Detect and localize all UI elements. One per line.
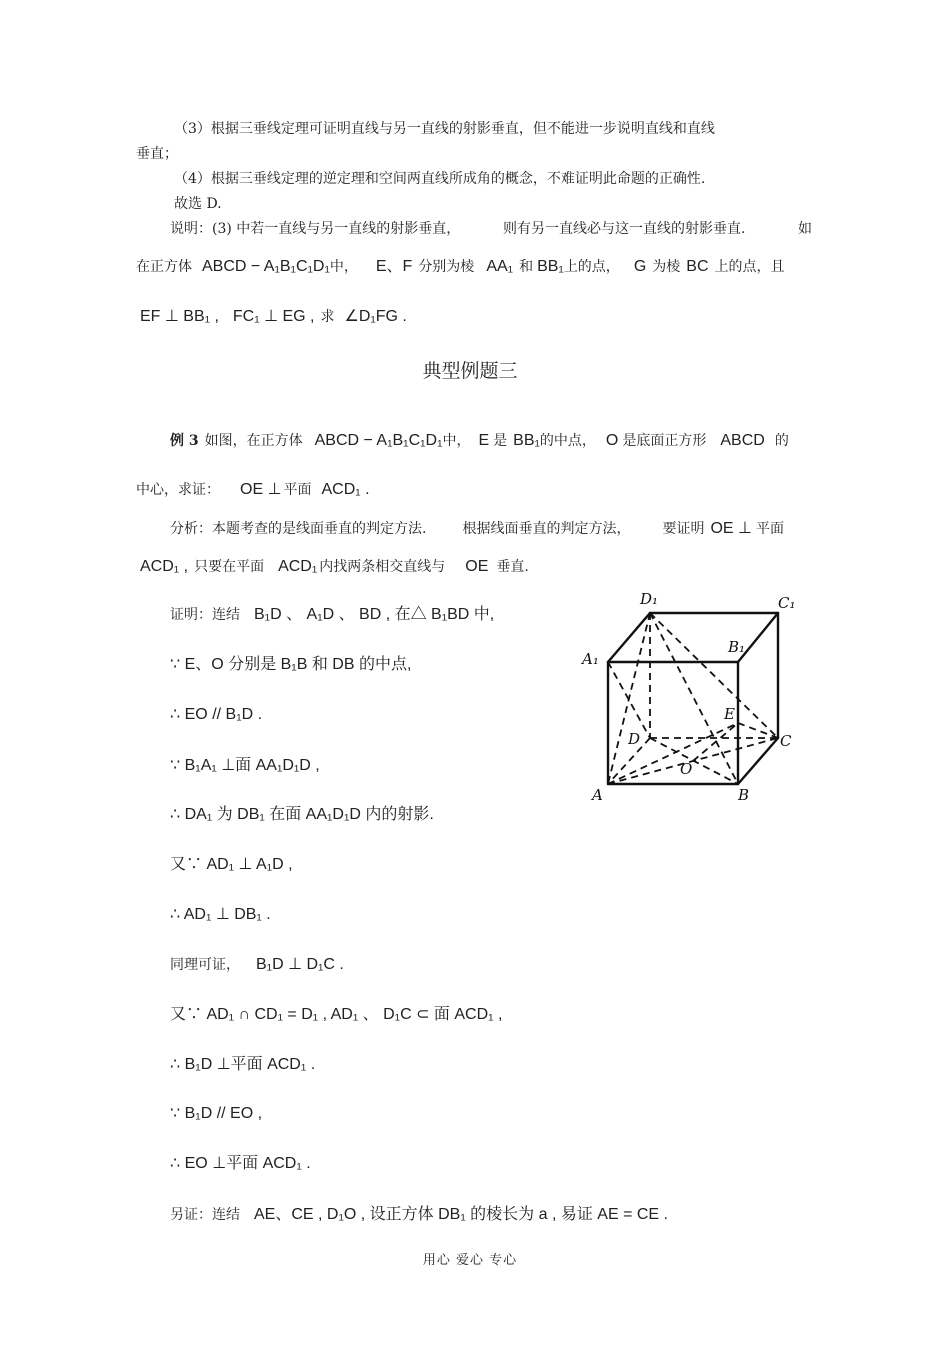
math: ∴ B₁D ⊥平面 ACD₁ . bbox=[170, 1056, 316, 1073]
text-line: 故选 D. bbox=[174, 196, 222, 212]
math: O bbox=[605, 432, 619, 449]
line-ec bbox=[738, 723, 778, 738]
math: ∵ B₁D // EO , bbox=[170, 1105, 263, 1122]
edge-cb bbox=[738, 738, 778, 784]
text: 上的点，且 bbox=[714, 259, 785, 275]
math: B₁D ⊥ D₁C . bbox=[256, 956, 344, 973]
label-a: A bbox=[592, 786, 603, 804]
label-d1: D₁ bbox=[640, 590, 659, 608]
proof-line bbox=[170, 856, 293, 874]
text: 同理可证， bbox=[170, 957, 240, 973]
text: 中心，求证： bbox=[136, 482, 220, 498]
text: 垂直. bbox=[496, 559, 529, 575]
text: 另证：连结 bbox=[170, 1207, 240, 1223]
text-line: 则有另一直线必与这一直线的射影垂直. bbox=[503, 221, 746, 237]
label-d: D bbox=[628, 730, 641, 748]
label-c1: C₁ bbox=[778, 594, 796, 612]
math: ∴ AD₁ ⊥ DB₁ . bbox=[170, 906, 271, 923]
math: 又∵ AD₁ ∩ CD₁ = D₁ , AD₁ 、 D₁C ⊂ 面 ACD₁ , bbox=[170, 1006, 503, 1023]
math: ∴ EO ⊥平面 ACD₁ . bbox=[170, 1155, 311, 1172]
math: BB₁ bbox=[513, 432, 540, 449]
section-title: 典型例题三 bbox=[422, 360, 518, 382]
text: 证明：连结 bbox=[170, 607, 240, 623]
math: E bbox=[478, 432, 490, 449]
text-line: 如 bbox=[798, 221, 812, 237]
math: ∵ E、O 分别是 B₁B 和 DB 的中点, bbox=[170, 656, 412, 673]
proof-line bbox=[170, 606, 494, 624]
math: ∠D₁FG . bbox=[344, 308, 407, 325]
text: 的中点， bbox=[539, 433, 596, 449]
proof-line bbox=[170, 806, 434, 824]
label-b1: B₁ bbox=[728, 638, 746, 656]
text: 平面 bbox=[283, 482, 312, 498]
proof-line bbox=[170, 1006, 502, 1024]
math: BB₁ bbox=[537, 258, 564, 275]
text: 是底面正方形 bbox=[622, 433, 707, 449]
math: OE ⊥ bbox=[240, 481, 282, 498]
proof-line bbox=[170, 1206, 668, 1224]
math: ABCD − A₁B₁C₁D₁ bbox=[202, 258, 330, 275]
text-line bbox=[140, 308, 407, 326]
cube-figure bbox=[580, 588, 820, 808]
text: 分析：本题考查的是线面垂直的判定方法. bbox=[170, 521, 427, 537]
math: ACD₁ , bbox=[140, 558, 189, 575]
math: ABCD bbox=[720, 432, 765, 449]
text-line bbox=[136, 481, 370, 499]
math: ∵ B₁A₁ ⊥面 AA₁D₁D , bbox=[170, 757, 320, 774]
text: 如图，在正方体 bbox=[204, 433, 303, 449]
text-line: 垂直； bbox=[136, 146, 178, 162]
math: BC bbox=[686, 258, 709, 275]
math: ABCD − A₁B₁C₁D₁ bbox=[314, 432, 443, 449]
math: EF ⊥ BB₁ , bbox=[140, 308, 219, 325]
text-line bbox=[170, 520, 784, 538]
proof-line bbox=[170, 1105, 262, 1123]
text: 平面 bbox=[755, 521, 784, 537]
text: 求 bbox=[320, 309, 335, 325]
label-c: C bbox=[780, 732, 792, 750]
text-line: 说明：(3) 中若一直线与另一直线的射影垂直， bbox=[170, 221, 461, 237]
math: 又∵ AD₁ ⊥ A₁D , bbox=[170, 856, 293, 873]
text: 要证明 bbox=[662, 521, 705, 537]
text-line: （4）根据三垂线定理的逆定理和空间两直线所成角的概念，不难证明此命题的正确性. bbox=[174, 171, 706, 187]
text: 是 bbox=[493, 433, 508, 449]
line-d1c bbox=[650, 613, 778, 738]
proof-line bbox=[170, 906, 271, 924]
text: 根据线面垂直的判定方法， bbox=[462, 521, 631, 537]
text: 中， bbox=[442, 433, 471, 449]
math: B₁D 、 A₁D 、 BD , 在△ B₁BD 中, bbox=[254, 606, 495, 623]
label-b: B bbox=[738, 786, 750, 804]
text: 的 bbox=[774, 433, 789, 449]
text: 内找两条相交直线与 bbox=[319, 559, 446, 575]
page-footer: 用心 爱心 专心 bbox=[422, 1253, 518, 1268]
math: ∴ EO // B₁D . bbox=[170, 706, 263, 723]
label-o: O bbox=[680, 760, 693, 778]
text: 中， bbox=[329, 259, 358, 275]
text: 分别为棱 bbox=[418, 259, 475, 275]
text: 为棱 bbox=[652, 259, 681, 275]
proof-line bbox=[170, 1155, 311, 1173]
label-e: E bbox=[724, 705, 735, 723]
math: OE bbox=[465, 558, 489, 575]
math: E、F bbox=[375, 258, 413, 275]
math: AE、CE , D₁O , 设正方体 DB₁ 的棱长为 a , 易证 AE = CE . bbox=[254, 1206, 668, 1223]
text: 在正方体 bbox=[136, 259, 192, 275]
text-line bbox=[140, 558, 529, 576]
math: ∴ DA₁ 为 DB₁ 在面 AA₁D₁D 内的射影. bbox=[170, 806, 434, 823]
text-line: （3）根据三垂线定理可证明直线与另一直线的射影垂直，但不能进一步说明直线和直线 bbox=[174, 121, 715, 137]
math: FC₁ ⊥ EG , bbox=[232, 308, 315, 325]
math: ACD₁ . bbox=[321, 481, 370, 498]
label-a1: A₁ bbox=[582, 650, 599, 668]
proof-line bbox=[170, 656, 411, 674]
math: G bbox=[633, 258, 647, 275]
example-label: 例 3 bbox=[170, 433, 199, 449]
proof-line bbox=[170, 1056, 315, 1074]
proof-line bbox=[170, 956, 344, 974]
text: 只要在平面 bbox=[194, 559, 265, 575]
math: AA₁ bbox=[486, 258, 514, 275]
proof-line bbox=[170, 706, 262, 724]
text-line bbox=[170, 432, 789, 450]
math: OE ⊥ bbox=[710, 520, 752, 537]
math: ACD₁ bbox=[278, 558, 318, 575]
text: 上的点， bbox=[563, 259, 620, 275]
text: 和 bbox=[519, 259, 534, 275]
proof-line bbox=[170, 757, 320, 775]
text-line bbox=[136, 258, 785, 276]
